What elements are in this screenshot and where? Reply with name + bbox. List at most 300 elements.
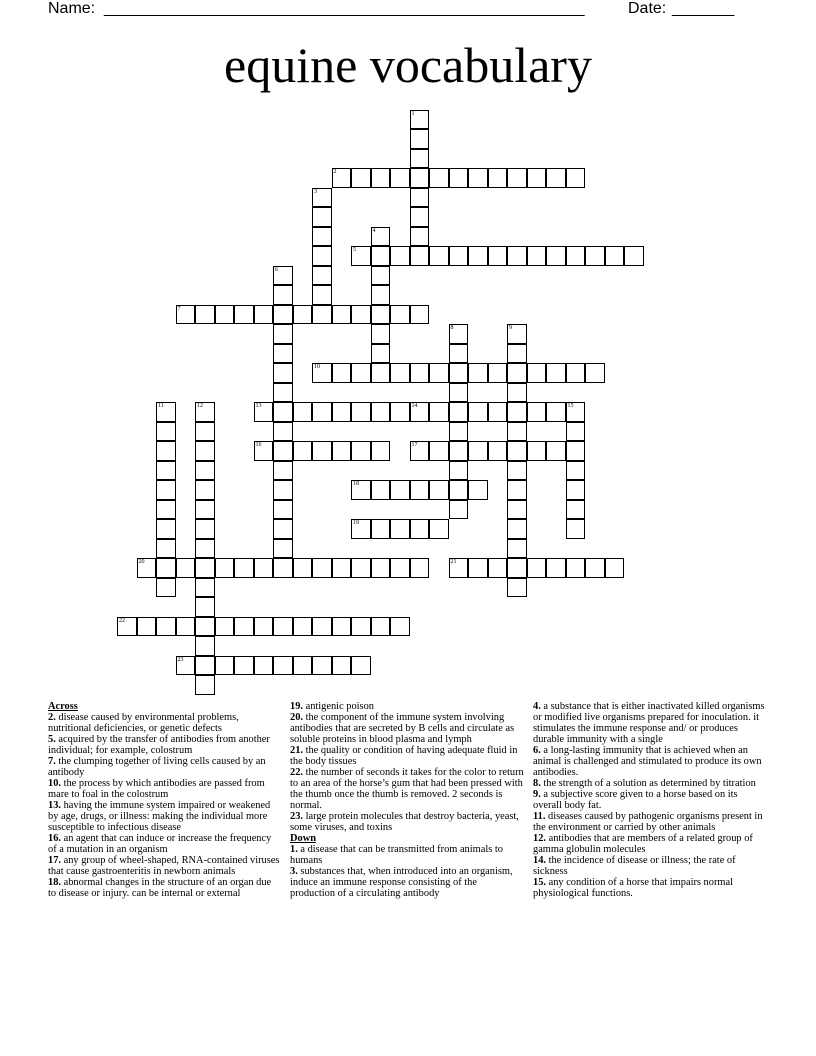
grid-cell[interactable] bbox=[273, 539, 293, 559]
clue-item-number: 8. bbox=[533, 778, 541, 789]
grid-cell[interactable] bbox=[410, 188, 430, 208]
grid-cell[interactable] bbox=[507, 344, 527, 364]
grid-cell[interactable] bbox=[566, 168, 586, 188]
grid-cell[interactable] bbox=[410, 168, 430, 188]
grid-cell[interactable] bbox=[527, 441, 547, 461]
grid-cell[interactable] bbox=[195, 539, 215, 559]
grid-cell[interactable] bbox=[351, 246, 371, 266]
grid-cell[interactable] bbox=[546, 246, 566, 266]
grid-cell[interactable] bbox=[488, 363, 508, 383]
grid-cell[interactable] bbox=[507, 558, 527, 578]
grid-cell[interactable] bbox=[254, 441, 274, 461]
grid-cell[interactable] bbox=[293, 305, 313, 325]
grid-cell[interactable] bbox=[390, 168, 410, 188]
grid-cell[interactable] bbox=[410, 129, 430, 149]
grid-cell[interactable] bbox=[566, 422, 586, 442]
grid-cell[interactable] bbox=[488, 168, 508, 188]
grid-cell[interactable] bbox=[176, 656, 196, 676]
clue-item-number: 2. bbox=[48, 712, 56, 723]
clue-item-number: 7. bbox=[48, 756, 56, 767]
name-field-line[interactable]: ______________________________________________________ bbox=[104, 0, 585, 17]
grid-cell[interactable] bbox=[410, 246, 430, 266]
grid-cell[interactable] bbox=[273, 402, 293, 422]
grid-cell[interactable] bbox=[449, 402, 469, 422]
grid-cell[interactable] bbox=[195, 500, 215, 520]
clue-item bbox=[48, 756, 280, 778]
grid-cell[interactable] bbox=[371, 363, 391, 383]
grid-cell[interactable] bbox=[312, 363, 332, 383]
grid-cell[interactable] bbox=[410, 227, 430, 247]
clue-item-number: 21. bbox=[290, 745, 303, 756]
grid-cell[interactable] bbox=[312, 402, 332, 422]
grid-cell[interactable] bbox=[488, 558, 508, 578]
grid-cell[interactable] bbox=[137, 617, 157, 637]
grid-cell[interactable] bbox=[468, 558, 488, 578]
grid-cell[interactable] bbox=[273, 344, 293, 364]
grid-cell[interactable] bbox=[507, 500, 527, 520]
grid-cell[interactable] bbox=[215, 305, 235, 325]
clue-item-text: a long-lasting immunity that is achieved when an animal is challenged and stimulated to produce its own antibodies. bbox=[533, 745, 762, 778]
clue-item bbox=[48, 778, 280, 800]
grid-cell[interactable] bbox=[156, 402, 176, 422]
grid-cell[interactable] bbox=[507, 363, 527, 383]
grid-cell[interactable] bbox=[410, 305, 430, 325]
clue-item-text: diseases caused by pathogenic organisms present in the environment or carried by other animals bbox=[533, 811, 763, 833]
clue-item bbox=[533, 855, 765, 877]
grid-cell[interactable] bbox=[371, 617, 391, 637]
clue-item-number: 6. bbox=[533, 745, 541, 756]
grid-cell[interactable] bbox=[546, 441, 566, 461]
clue-item-text: disease caused by environmental problems, nutritional deficiencies, or genetic defects bbox=[48, 712, 239, 734]
clue-item bbox=[533, 745, 765, 778]
grid-cell[interactable] bbox=[293, 402, 313, 422]
clue-item-text: the incidence of disease or illness; the rate of sickness bbox=[533, 855, 736, 877]
clue-number: 12 bbox=[197, 403, 203, 409]
grid-cell[interactable] bbox=[312, 207, 332, 227]
grid-cell[interactable] bbox=[176, 305, 196, 325]
clue-item-number: 1. bbox=[290, 844, 298, 855]
clue-item-text: having the immune system impaired or weakened by age, drugs, or illness: making the individual more susceptible to infectious disease bbox=[48, 800, 271, 833]
clue-number: 4 bbox=[372, 227, 376, 234]
clue-item bbox=[533, 701, 765, 745]
grid-cell[interactable] bbox=[488, 402, 508, 422]
clue-item bbox=[48, 855, 280, 877]
grid-cell[interactable] bbox=[507, 422, 527, 442]
grid-cell[interactable] bbox=[410, 207, 430, 227]
grid-cell[interactable] bbox=[176, 558, 196, 578]
grid-cell[interactable] bbox=[351, 558, 371, 578]
grid-cell[interactable] bbox=[449, 558, 469, 578]
clue-item-number: 13. bbox=[48, 800, 61, 811]
clue-item bbox=[290, 701, 524, 712]
grid-cell[interactable] bbox=[468, 402, 488, 422]
grid-cell[interactable] bbox=[468, 168, 488, 188]
grid-cell[interactable] bbox=[429, 480, 449, 500]
grid-cell[interactable] bbox=[390, 246, 410, 266]
grid-cell[interactable] bbox=[390, 480, 410, 500]
grid-cell[interactable] bbox=[371, 441, 391, 461]
grid-cell[interactable] bbox=[273, 266, 293, 286]
grid-cell[interactable] bbox=[312, 246, 332, 266]
grid-cell[interactable] bbox=[195, 617, 215, 637]
grid-cell[interactable] bbox=[137, 558, 157, 578]
grid-cell[interactable] bbox=[390, 305, 410, 325]
grid-cell[interactable] bbox=[371, 480, 391, 500]
grid-cell[interactable] bbox=[215, 617, 235, 637]
grid-cell[interactable] bbox=[156, 539, 176, 559]
grid-cell[interactable] bbox=[390, 363, 410, 383]
grid-cell[interactable] bbox=[273, 422, 293, 442]
grid-cell[interactable] bbox=[351, 168, 371, 188]
grid-cell[interactable] bbox=[312, 188, 332, 208]
grid-cell[interactable] bbox=[312, 227, 332, 247]
grid-cell[interactable] bbox=[449, 246, 469, 266]
grid-cell[interactable] bbox=[371, 324, 391, 344]
clue-item bbox=[533, 778, 765, 789]
grid-cell[interactable] bbox=[371, 227, 391, 247]
clue-item bbox=[533, 833, 765, 855]
grid-cell[interactable] bbox=[468, 480, 488, 500]
clue-number: 17 bbox=[411, 442, 418, 448]
clue-item-text: antibodies that are members of a related group of gamma globulin molecules bbox=[533, 833, 753, 855]
grid-cell[interactable] bbox=[351, 617, 371, 637]
clues-column-3 bbox=[533, 701, 765, 899]
grid-cell[interactable] bbox=[390, 558, 410, 578]
clue-number: 2 bbox=[333, 169, 337, 175]
grid-cell[interactable] bbox=[605, 558, 625, 578]
grid-cell[interactable] bbox=[351, 519, 371, 539]
clue-item-text: an agent that can induce or increase the frequency of a mutation in an organism bbox=[48, 833, 272, 855]
grid-cell[interactable] bbox=[449, 344, 469, 364]
clue-item bbox=[290, 844, 524, 866]
grid-cell[interactable] bbox=[429, 402, 449, 422]
grid-cell[interactable] bbox=[156, 578, 176, 598]
grid-cell[interactable] bbox=[371, 519, 391, 539]
clue-item-number: 23. bbox=[290, 811, 303, 822]
grid-cell[interactable] bbox=[254, 402, 274, 422]
clue-item bbox=[290, 712, 524, 745]
clue-item-number: 22. bbox=[290, 767, 303, 778]
clue-item bbox=[290, 767, 524, 811]
grid-cell[interactable] bbox=[293, 656, 313, 676]
grid-cell[interactable] bbox=[488, 246, 508, 266]
grid-cell[interactable] bbox=[332, 402, 352, 422]
grid-cell[interactable] bbox=[449, 383, 469, 403]
grid-cell[interactable] bbox=[371, 246, 391, 266]
grid-cell[interactable] bbox=[546, 402, 566, 422]
grid-cell[interactable] bbox=[332, 617, 352, 637]
grid-cell[interactable] bbox=[507, 539, 527, 559]
grid-cell[interactable] bbox=[332, 558, 352, 578]
grid-cell[interactable] bbox=[312, 305, 332, 325]
clue-item-text: the clumping together of living cells caused by an antibody bbox=[48, 756, 266, 778]
grid-cell[interactable] bbox=[507, 480, 527, 500]
grid-cell[interactable] bbox=[566, 519, 586, 539]
grid-cell[interactable] bbox=[312, 617, 332, 637]
grid-cell[interactable] bbox=[273, 656, 293, 676]
grid-cell[interactable] bbox=[507, 383, 527, 403]
clue-item bbox=[48, 800, 280, 833]
grid-cell[interactable] bbox=[507, 461, 527, 481]
clue-item-text: abnormal changes in the structure of an organ due to disease or injury. can be internal or external bbox=[48, 877, 272, 899]
grid-cell[interactable] bbox=[195, 656, 215, 676]
grid-cell[interactable] bbox=[410, 480, 430, 500]
clues-column-1 bbox=[48, 701, 280, 899]
grid-cell[interactable] bbox=[156, 558, 176, 578]
grid-cell[interactable] bbox=[234, 558, 254, 578]
grid-cell[interactable] bbox=[273, 383, 293, 403]
clue-item-number: 17. bbox=[48, 855, 61, 866]
clue-number: 1 bbox=[411, 110, 415, 117]
grid-cell[interactable] bbox=[312, 285, 332, 305]
grid-cell[interactable] bbox=[624, 246, 644, 266]
grid-cell[interactable] bbox=[390, 402, 410, 422]
grid-cell[interactable] bbox=[332, 441, 352, 461]
grid-cell[interactable] bbox=[273, 500, 293, 520]
clue-item-text: a subjective score given to a horse based on its overall body fat. bbox=[533, 789, 738, 811]
grid-cell[interactable] bbox=[566, 500, 586, 520]
grid-cell[interactable] bbox=[527, 363, 547, 383]
clue-item-text: substances that, when introduced into an organism, induce an immune response consisting of the production of a circulating antibody bbox=[290, 866, 513, 899]
grid-cell[interactable] bbox=[273, 558, 293, 578]
grid-cell[interactable] bbox=[156, 441, 176, 461]
grid-cell[interactable] bbox=[234, 617, 254, 637]
clue-item-number: 18. bbox=[48, 877, 61, 888]
grid-cell[interactable] bbox=[195, 480, 215, 500]
clue-item-text: large protein molecules that destroy bacteria, yeast, some viruses, and toxins bbox=[290, 811, 519, 833]
clue-item-text: acquired by the transfer of antibodies from another individual; for example, colostrum bbox=[48, 734, 270, 756]
clue-number: 16 bbox=[255, 442, 262, 448]
grid-cell[interactable] bbox=[273, 461, 293, 481]
grid-cell[interactable] bbox=[410, 149, 430, 169]
grid-cell[interactable] bbox=[156, 480, 176, 500]
grid-cell[interactable] bbox=[273, 480, 293, 500]
grid-cell[interactable] bbox=[195, 305, 215, 325]
grid-cell[interactable] bbox=[195, 597, 215, 617]
grid-cell[interactable] bbox=[371, 558, 391, 578]
clue-item-text: any condition of a horse that impairs normal physiological functions. bbox=[533, 877, 733, 899]
grid-cell[interactable] bbox=[429, 246, 449, 266]
grid-cell[interactable] bbox=[410, 363, 430, 383]
grid-cell[interactable] bbox=[507, 441, 527, 461]
grid-cell[interactable] bbox=[293, 558, 313, 578]
grid-cell[interactable] bbox=[273, 305, 293, 325]
grid-cell[interactable] bbox=[429, 363, 449, 383]
grid-cell[interactable] bbox=[390, 519, 410, 539]
grid-cell[interactable] bbox=[371, 266, 391, 286]
clue-item bbox=[48, 712, 280, 734]
grid-cell[interactable] bbox=[468, 363, 488, 383]
grid-cell[interactable] bbox=[195, 636, 215, 656]
grid-cell[interactable] bbox=[156, 422, 176, 442]
grid-cell[interactable] bbox=[546, 558, 566, 578]
clue-item-number: 15. bbox=[533, 877, 546, 888]
grid-cell[interactable] bbox=[215, 558, 235, 578]
grid-cell[interactable] bbox=[507, 402, 527, 422]
grid-cell[interactable] bbox=[156, 461, 176, 481]
grid-cell[interactable] bbox=[156, 519, 176, 539]
grid-cell[interactable] bbox=[449, 422, 469, 442]
clue-item-text: the number of seconds it takes for the color to return to an area of the horse’s gum that had been pressed with the thumb once the thumb is removed. 2 seconds is normal. bbox=[290, 767, 524, 811]
grid-cell[interactable] bbox=[449, 480, 469, 500]
grid-cell[interactable] bbox=[429, 519, 449, 539]
grid-cell[interactable] bbox=[488, 441, 508, 461]
grid-cell[interactable] bbox=[507, 578, 527, 598]
grid-cell[interactable] bbox=[371, 285, 391, 305]
clue-item-number: 19. bbox=[290, 701, 303, 712]
clue-item bbox=[533, 789, 765, 811]
clue-item-text: the component of the immune system involving antibodies that are secreted by B cells and circulate as soluble proteins in blood plasma and lymph bbox=[290, 712, 515, 745]
grid-cell[interactable] bbox=[449, 324, 469, 344]
grid-cell[interactable] bbox=[371, 344, 391, 364]
grid-cell[interactable] bbox=[351, 363, 371, 383]
grid-cell[interactable] bbox=[566, 246, 586, 266]
clue-item-number: 4. bbox=[533, 701, 541, 712]
grid-cell[interactable] bbox=[195, 675, 215, 695]
grid-cell[interactable] bbox=[332, 305, 352, 325]
grid-cell[interactable] bbox=[371, 402, 391, 422]
grid-cell[interactable] bbox=[195, 461, 215, 481]
clue-item-number: 11. bbox=[533, 811, 546, 822]
grid-cell[interactable] bbox=[312, 558, 332, 578]
grid-cell[interactable] bbox=[195, 558, 215, 578]
grid-cell[interactable] bbox=[605, 246, 625, 266]
grid-cell[interactable] bbox=[273, 519, 293, 539]
grid-cell[interactable] bbox=[566, 363, 586, 383]
grid-cell[interactable] bbox=[254, 617, 274, 637]
grid-cell[interactable] bbox=[351, 441, 371, 461]
date-label: Date: bbox=[628, 0, 667, 17]
grid-cell[interactable] bbox=[273, 363, 293, 383]
grid-cell[interactable] bbox=[449, 441, 469, 461]
clue-item-text: the quality or condition of having adequate fluid in the body tissues bbox=[290, 745, 518, 767]
grid-cell[interactable] bbox=[449, 500, 469, 520]
grid-cell[interactable] bbox=[156, 500, 176, 520]
grid-cell[interactable] bbox=[351, 305, 371, 325]
grid-cell[interactable] bbox=[527, 168, 547, 188]
grid-cell[interactable] bbox=[351, 656, 371, 676]
date-field-line[interactable]: _______ bbox=[672, 0, 735, 17]
grid-cell[interactable] bbox=[585, 246, 605, 266]
grid-cell[interactable] bbox=[234, 656, 254, 676]
grid-cell[interactable] bbox=[410, 558, 430, 578]
grid-cell[interactable] bbox=[410, 110, 430, 130]
grid-cell[interactable] bbox=[371, 305, 391, 325]
clue-number: 13 bbox=[255, 403, 262, 409]
grid-cell[interactable] bbox=[546, 168, 566, 188]
grid-cell[interactable] bbox=[527, 558, 547, 578]
clue-item-text: antigenic poison bbox=[303, 701, 374, 712]
grid-cell[interactable] bbox=[546, 363, 566, 383]
clue-item-number: 14. bbox=[533, 855, 546, 866]
grid-cell[interactable] bbox=[293, 441, 313, 461]
grid-cell[interactable] bbox=[273, 441, 293, 461]
grid-cell[interactable] bbox=[390, 617, 410, 637]
grid-cell[interactable] bbox=[195, 422, 215, 442]
grid-cell[interactable] bbox=[410, 519, 430, 539]
grid-cell[interactable] bbox=[566, 441, 586, 461]
clue-number: 22 bbox=[119, 617, 125, 624]
grid-cell[interactable] bbox=[195, 402, 215, 422]
grid-cell[interactable] bbox=[195, 441, 215, 461]
clue-item-text: any group of wheel-shaped, RNA-contained viruses that cause gastroenteritis in newborn animals bbox=[48, 855, 280, 877]
grid-cell[interactable] bbox=[566, 461, 586, 481]
clue-item bbox=[290, 866, 524, 899]
grid-cell[interactable] bbox=[273, 324, 293, 344]
grid-cell[interactable] bbox=[449, 461, 469, 481]
grid-cell[interactable] bbox=[585, 558, 605, 578]
grid-cell[interactable] bbox=[566, 402, 586, 422]
grid-cell[interactable] bbox=[410, 402, 430, 422]
grid-cell[interactable] bbox=[468, 441, 488, 461]
clue-number: 8 bbox=[450, 325, 454, 331]
grid-cell[interactable] bbox=[254, 305, 274, 325]
grid-cell[interactable] bbox=[293, 617, 313, 637]
clue-item-number: 5. bbox=[48, 734, 56, 745]
grid-cell[interactable] bbox=[195, 519, 215, 539]
grid-cell[interactable] bbox=[449, 168, 469, 188]
grid-cell[interactable] bbox=[371, 168, 391, 188]
grid-cell[interactable] bbox=[156, 617, 176, 637]
grid-cell[interactable] bbox=[215, 656, 235, 676]
clue-item-number: 9. bbox=[533, 789, 541, 800]
grid-cell[interactable] bbox=[332, 363, 352, 383]
grid-cell[interactable] bbox=[410, 441, 430, 461]
grid-cell[interactable] bbox=[351, 402, 371, 422]
clue-number: 15 bbox=[567, 403, 574, 409]
clue-number: 23 bbox=[177, 656, 184, 663]
grid-cell[interactable] bbox=[527, 402, 547, 422]
grid-cell[interactable] bbox=[176, 617, 196, 637]
clue-item-number: 10. bbox=[48, 778, 61, 789]
grid-cell[interactable] bbox=[566, 480, 586, 500]
grid-cell[interactable] bbox=[468, 246, 488, 266]
grid-cell[interactable] bbox=[585, 363, 605, 383]
grid-cell[interactable] bbox=[507, 246, 527, 266]
clue-item-text: a substance that is either inactivated killed organisms or modified live organisms prepared for inoculation. it stimulates the immune response and/ or produces durable immunity with a single bbox=[533, 701, 765, 745]
grid-cell[interactable] bbox=[312, 441, 332, 461]
grid-cell[interactable] bbox=[254, 558, 274, 578]
clue-item bbox=[290, 745, 524, 767]
grid-cell[interactable] bbox=[332, 168, 352, 188]
grid-cell[interactable] bbox=[527, 246, 547, 266]
clue-item bbox=[48, 833, 280, 855]
grid-cell[interactable] bbox=[507, 324, 527, 344]
grid-cell[interactable] bbox=[234, 305, 254, 325]
grid-cell[interactable] bbox=[429, 441, 449, 461]
clue-item-text: the strength of a solution as determined by titration bbox=[540, 778, 756, 789]
grid-cell[interactable] bbox=[273, 285, 293, 305]
grid-cell[interactable] bbox=[195, 578, 215, 598]
page-title: equine vocabulary bbox=[224, 37, 592, 93]
grid-cell[interactable] bbox=[507, 519, 527, 539]
clue-number: 9 bbox=[509, 325, 512, 331]
grid-cell[interactable] bbox=[566, 558, 586, 578]
grid-cell[interactable] bbox=[449, 363, 469, 383]
grid-cell[interactable] bbox=[117, 617, 137, 637]
grid-cell[interactable] bbox=[254, 656, 274, 676]
clue-number: 19 bbox=[353, 520, 359, 526]
grid-cell[interactable] bbox=[429, 168, 449, 188]
grid-cell[interactable] bbox=[351, 480, 371, 500]
clue-number: 3 bbox=[314, 188, 317, 195]
clue-number: 7 bbox=[177, 305, 181, 312]
grid-cell[interactable] bbox=[273, 617, 293, 637]
grid-cell[interactable] bbox=[312, 266, 332, 286]
grid-cell[interactable] bbox=[332, 656, 352, 676]
grid-cell[interactable] bbox=[507, 168, 527, 188]
grid-cell[interactable] bbox=[312, 656, 332, 676]
